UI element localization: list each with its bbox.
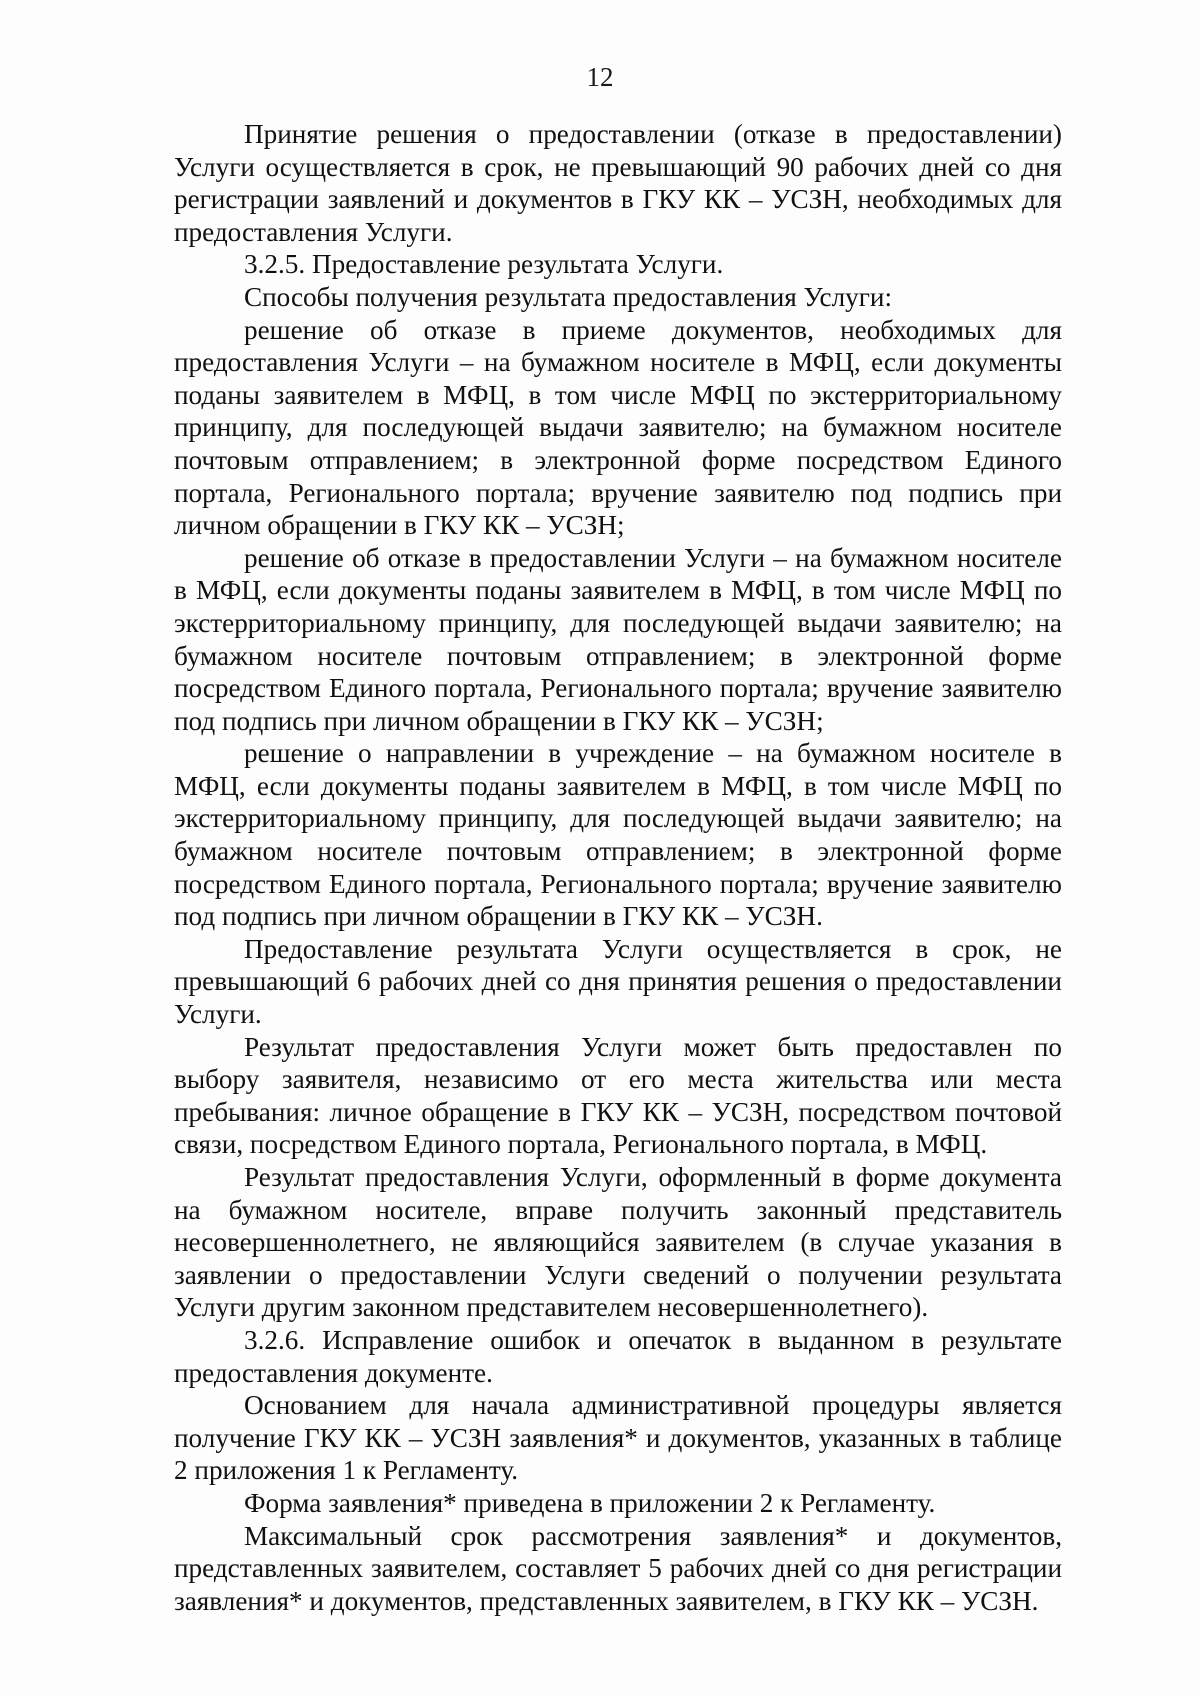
paragraph-referral-decision: решение о направлении в учреждение – на бумажном носителе в МФЦ, если документы поданы заявителем в МФЦ, в том числе МФЦ по экстерриториальному принципу, для последующей выдачи заявителю; на бумажном носителе почтовым отправлением; в электронной форме посредством Единого портала, Регионального портала; вручение заявителю под подпись при личном обращении в ГКУ КК – УСЗН. [174,738,1062,932]
section-heading-3-2-5: 3.2.5. Предоставление результата Услуги. [244,249,724,280]
paragraph-decision-deadline: Принятие решения о предоставлении (отказе в предоставлении) Услуги осуществляется в срок, не превышающий 90 рабочих дней со дня регистрации заявлений и документов в ГКУ КК – УСЗН, необходимых для предоставления Услуги. [174,119,1062,247]
paragraph-refusal-acceptance: решение об отказе в приеме документов, необходимых для предоставления Услуги – на бумажном носителе в МФЦ, если документы поданы заявителем в МФЦ, в том числе МФЦ по экстерриториальному принципу, для последующей выдачи заявителю; на бумажном носителе почтовым отправлением; в электронной форме посредством Единого портала, Регионального портала; вручение заявителю под подпись при личном обращении в ГКУ КК – УСЗН; [174,314,1062,541]
page-number: 12 [586,62,614,92]
document-body [174,118,1062,1617]
paragraph-result-methods-intro: Способы получения результата предоставления Услуги: [244,281,893,312]
paragraph-review-deadline: Максимальный срок рассмотрения заявления* и документов, представленных заявителем, составляет 5 рабочих дней со дня регистрации заявления* и документов, представленных заявителем, в ГКУ КК – УСЗН. [174,1520,1062,1616]
paragraph-legal-representative: Результат предоставления Услуги, оформленный в форме документа на бумажном носителе, вправе получить законный представитель несовершеннолетнего, не являющийся заявителем (в случае указания в заявлении о предоставлении Услуги сведений о получении результата Услуги другим законном представителем несовершеннолетнего). [174,1162,1062,1323]
section-heading-3-2-6: 3.2.6. Исправление ошибок и опечаток в выданном в результате предоставления документе. [174,1324,1062,1388]
paragraph-procedure-basis: Основанием для начала административной процедуры является получение ГКУ КК – УСЗН заявления* и документов, указанных в таблице 2 приложения 1 к Регламенту. [174,1390,1062,1486]
paragraph-application-form: Форма заявления* приведена в приложении 2 к Регламенту. [244,1487,936,1518]
paragraph-result-deadline: Предоставление результата Услуги осуществляется в срок, не превышающий 6 рабочих дней со дня принятия решения о предоставлении Услуги. [174,933,1062,1030]
paragraph-result-choice: Результат предоставления Услуги может быть предоставлен по выбору заявителя, независимо от его места жительства или места пребывания: личное обращение в ГКУ КК – УСЗН, посредством почтовой связи, посредством Единого портала, Регионального портала, в МФЦ. [174,1031,1062,1160]
paragraph-refusal-provision: решение об отказе в предоставлении Услуги – на бумажном носителе в МФЦ, если документы поданы заявителем в МФЦ, в том числе МФЦ по экстерриториальному принципу, для последующей выдачи заявителю; на бумажном носителе почтовым отправлением; в электронной форме посредством Единого портала, Регионального портала; вручение заявителю под подпись при личном обращении в ГКУ КК – УСЗН; [174,542,1062,736]
